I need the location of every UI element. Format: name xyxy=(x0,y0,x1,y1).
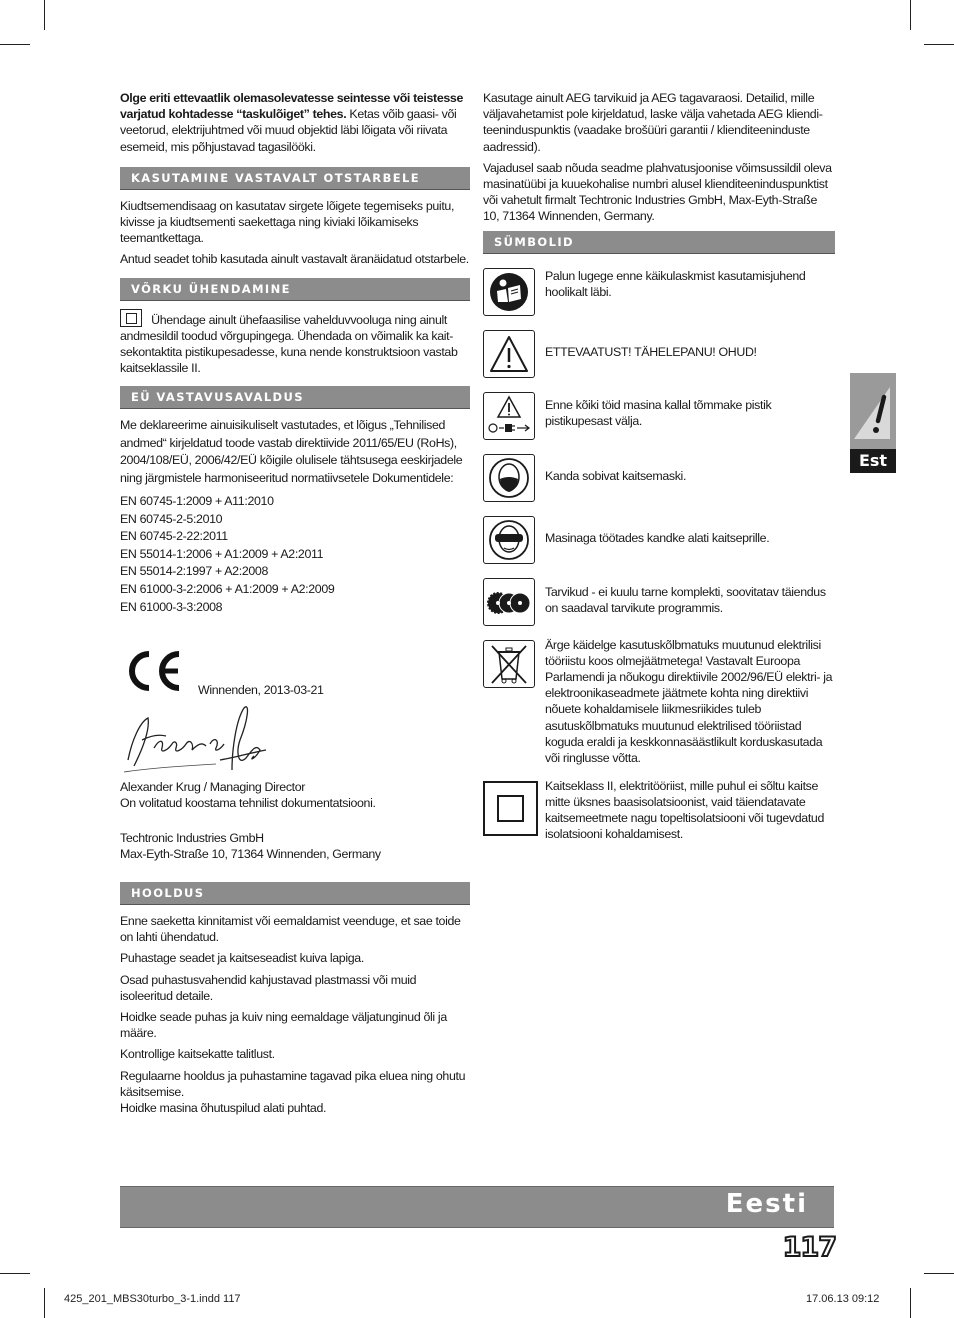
exploded-view-text: Vajadusel saab nõuda seadme plahvatusjoonise võimsussildil oleva masinatüübi ja kuuekohalise numbri alusel klienditeeninduspunktist või vahetult firmalt Techtronic Industries GmbH, Max-Eyth-Straße 10, 71364 Winnenden, Germany. xyxy=(483,160,832,224)
declaration-date: Winnenden, 2013-03-21 xyxy=(198,683,324,698)
left-column xyxy=(120,90,470,1116)
signature-image xyxy=(120,700,270,785)
maintenance-paragraph: Enne saeketta kinnitamist või eemaldamist veenduge, et sae toide on lahti ühendatud. xyxy=(120,914,461,945)
class-ii-icon xyxy=(483,781,538,836)
slug-file-info: 425_201_MBS30turbo_3-1.indd 117 xyxy=(64,1293,241,1305)
intended-use-text: Kiudtsemendisaag on kasutatav sirgete lõigete tegemiseks puitu, kivisse ja kiudtsementi saekettaga ning kiviaki lõikamiseks teemantkettaga. xyxy=(120,198,455,246)
right-column xyxy=(483,90,835,843)
section-header-declaration: EÜ VASTAVUSAVALDUS xyxy=(120,386,470,409)
crossed-bin-icon xyxy=(483,640,535,688)
maintenance-paragraph: Hoidke masina õhutuspilud alati puhtad. xyxy=(120,1101,327,1116)
symbol-row xyxy=(483,392,835,454)
section-header-mains-connection: VÕRKU ÜHENDAMINE xyxy=(120,278,470,301)
section-header-intended-use: KASUTAMINE VASTAVALT OTSTARBELE xyxy=(120,167,470,190)
symbol-text: Kaitseklass II, elektritööriist, mille puhul ei sõltu kaitse mitte üksnes baasisolatsioonist, vaid täiendatavate kaitsemeetmete nagu topeltisolatsiooni või tugevdatud isolatsiooni kohaldamisest. xyxy=(545,778,825,842)
crop-mark xyxy=(0,1273,30,1274)
signer-name: Alexander Krug / Managing Director xyxy=(120,780,306,795)
symbol-row xyxy=(483,454,835,516)
intro-rest: Ketas võib gaasi- või veetorud, elektrijuhtmed või muud objektid läbi lõigata või riivata esemeid, mis põhjustavad tagasilööki. xyxy=(120,107,457,154)
mains-connection-text xyxy=(120,309,470,377)
standard-item: EN 60745-2-22:2011 xyxy=(120,529,228,544)
ce-mark-icon xyxy=(122,650,184,692)
safety-goggles-icon xyxy=(483,516,535,564)
footer-language-title: Eesti xyxy=(725,1189,808,1219)
crop-mark xyxy=(44,0,45,30)
crop-mark xyxy=(44,1288,45,1318)
standard-item: EN 60745-1:2009 + A11:2010 xyxy=(120,494,274,509)
symbol-text: Tarvikud - ei kuulu tarne komplekti, soovitatav täiendus on saadaval tarvikute programmis. xyxy=(545,584,826,615)
side-tab-label: Est xyxy=(850,449,896,473)
footer-language-bar xyxy=(120,1186,834,1228)
warning-icon xyxy=(483,330,535,378)
standard-item: EN 55014-2:1997 + A2:2008 xyxy=(120,564,268,579)
section-header-symbols: SÜMBOLID xyxy=(483,231,835,254)
symbol-row xyxy=(483,578,835,640)
standards-list xyxy=(120,493,470,616)
dust-mask-icon xyxy=(483,454,535,502)
symbol-text: Masinaga töötades kandke alati kaitseprille. xyxy=(545,530,770,545)
class-ii-small-icon xyxy=(120,309,142,327)
standard-item: EN 55014-1:2006 + A1:2009 + A2:2011 xyxy=(120,546,324,561)
maintenance-paragraph: Kontrollige kaitsekatte talitlust. xyxy=(120,1047,275,1062)
standard-item: EN 60745-2-5:2010 xyxy=(120,511,223,526)
symbol-text: Ärge käidelge kasutuskõlbmatuks muutunud elektrilisi tööriistu koos olmejäätmetega! Vastavalt Euroopa Parlamendi ja nõukogu direktiivile 2002/96/EÜ elektri- ja elektroonikaseadmete jäätmete kohta ning direktiivi nõuete kohaldamisele liikmesriikides tuleb asutuskõlbmatuks muutunud elektrilised tööriistad koguda eraldi ja keskkonnasäästlikult korduskasutada või ringlusse võtta. xyxy=(545,637,833,766)
slug-date: 17.06.13 09:12 xyxy=(806,1293,880,1305)
unplug-icon xyxy=(483,392,535,440)
maintenance-paragraph: Osad puhastusvahendid kahjustavad plastmassi või muid isoleeritud detaile. xyxy=(120,972,417,1003)
signer-role: On volitatud koostama tehnilist dokumentatsiooni. xyxy=(120,796,376,811)
warning-triangle-icon xyxy=(850,373,896,449)
intended-use-note: Antud seadet tohib kasutada ainult vastavalt äranäidatud otstarbele. xyxy=(120,252,469,267)
symbol-row xyxy=(483,268,835,330)
crop-mark xyxy=(924,1273,954,1274)
symbol-row xyxy=(483,516,835,578)
language-side-tab xyxy=(850,373,896,473)
maintenance-paragraph: Puhastage seadet ja kaitseseadist kuiva lapiga. xyxy=(120,951,364,966)
crop-mark xyxy=(924,44,954,45)
intro-bold: Olge eriti ettevaatlik olemasolevatesse seintesse või teistesse varjatud kohtadesse “taskulõiget” tehes. xyxy=(120,91,463,122)
mains-connection-body: Ühendage ainult ühefaasilise vahelduvvooluga ning ainult andmesildil toodud võrgupingega. Ühendada on võimalik ka kait-sekontaktita pistikupesadesse, kuna nende konstruktsioon vastab kaitseklassile II. xyxy=(120,312,458,376)
standard-item: EN 61000-3-2:2006 + A1:2009 + A2:2009 xyxy=(120,582,335,597)
maintenance-paragraph: Regulaarne hooldus ja puhastamine tagavad pika eluea ning ohutu käsitsemise. xyxy=(120,1068,466,1099)
company-address: Max-Eyth-Straße 10, 71364 Winnenden, Germany xyxy=(120,846,381,861)
read-manual-icon xyxy=(483,268,535,316)
spare-parts-text: Kasutage ainult AEG tarvikuid ja AEG tagavaraosi. Detailid, mille väljavahetamist pole kirjeldatud, laske välja vahetada AEG kliendi-teeninduspunktis (vaadake brošüüri garantii / klienditeeninduste aadressid). xyxy=(483,91,823,154)
section-header-maintenance: HOOLDUS xyxy=(120,882,470,905)
saw-blades-icon xyxy=(483,578,535,626)
maintenance-paragraph: Hoidke seade puhas ja kuiv ning eemaldage väljatunginud õli ja määre. xyxy=(120,1010,447,1041)
page-number: 117 xyxy=(782,1232,836,1263)
crop-mark xyxy=(910,0,911,30)
company-name: Techtronic Industries GmbH xyxy=(120,830,264,845)
symbol-text: Kanda sobivat kaitsemaski. xyxy=(545,468,687,483)
crop-mark xyxy=(0,44,30,45)
standard-item: EN 61000-3-3:2008 xyxy=(120,599,223,614)
crop-mark xyxy=(910,1288,911,1318)
symbol-text: Palun lugege enne käikulaskmist kasutamisjuhend hoolikalt läbi. xyxy=(545,268,806,299)
declaration-text: Me deklareerime ainuisikuliselt vastutades, et lõigus „Tehnilised andmed“ kirjeldatud toode vastab direktiivide 2011/65/EU (RoHs), 2004/108/EÜ, 2006/42/EÜ kõigile olulisele tähtsusega eeskirjadele ning järgmistele harmoniseeritud normatiivsetele Dokumentidele: xyxy=(120,418,463,485)
symbol-row xyxy=(483,330,835,392)
ce-block xyxy=(120,646,470,706)
symbol-text: ETTEVAATUST! TÄHELEPANU! OHUD! xyxy=(545,344,757,359)
symbol-text: Enne kõiki töid masina kallal tõmmake pistik pistikupesast välja. xyxy=(545,397,772,428)
intro-paragraph xyxy=(120,90,470,155)
symbol-row xyxy=(483,778,835,843)
symbol-row xyxy=(483,637,835,781)
